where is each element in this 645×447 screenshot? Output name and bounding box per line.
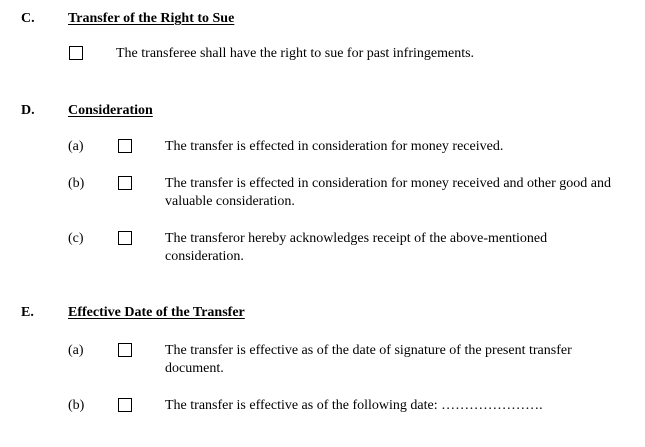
effective-date-b-label: (b) [68, 398, 85, 413]
consideration-a-checkbox[interactable] [118, 139, 132, 153]
section-c-letter: C. [21, 11, 35, 26]
consideration-a-text: The transfer is effected in consideration for money received. [165, 139, 504, 154]
right-to-sue-text: The transferee shall have the right to sue for past infringements. [116, 46, 475, 61]
consideration-b-label: (b) [68, 176, 85, 191]
effective-date-a-label: (a) [68, 343, 84, 358]
section-c-heading: Transfer of the Right to Sue [68, 11, 235, 26]
consideration-b-checkbox[interactable] [118, 176, 132, 190]
consideration-a-label: (a) [68, 139, 84, 154]
section-d-heading: Consideration [68, 103, 153, 118]
consideration-c-text: The transferor hereby acknowledges receipt of the above-mentioned consideration. [165, 231, 548, 264]
section-d-letter: D. [21, 103, 35, 118]
effective-date-a-checkbox[interactable] [118, 343, 132, 357]
right-to-sue-checkbox[interactable] [69, 46, 83, 60]
consideration-c-label: (c) [68, 231, 84, 246]
consideration-b-text: The transfer is effected in consideration for money received and other good and valuable consideration. [165, 176, 612, 209]
effective-date-b-text: The transfer is effective as of the following date: …………………. [165, 398, 543, 413]
effective-date-b-checkbox[interactable] [118, 398, 132, 412]
consideration-c-checkbox[interactable] [118, 231, 132, 245]
effective-date-a-text: The transfer is effective as of the date of signature of the present transfer document. [165, 343, 572, 376]
section-e-heading: Effective Date of the Transfer [68, 305, 245, 320]
section-e-letter: E. [21, 305, 34, 320]
